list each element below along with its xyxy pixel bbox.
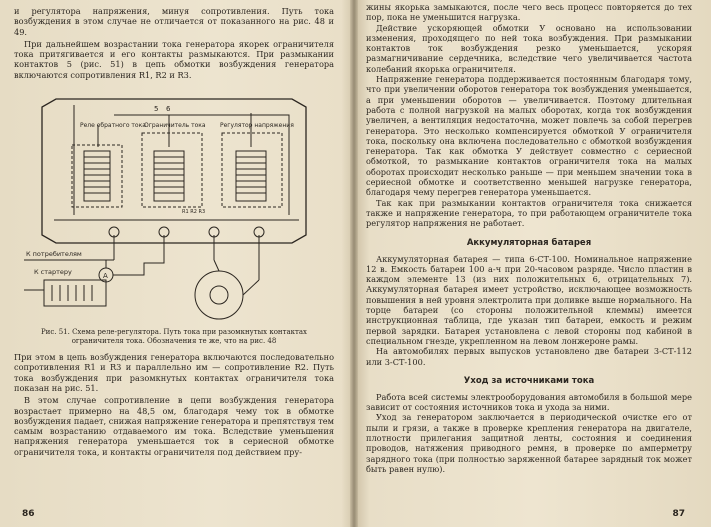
left-paragraph-3: При этом в цепь возбуждения генератора включаются последовательно сопротивления R1 и R3 и параллельно им — сопротивление R2. Путь тока возбуждения при разомкнутых контактах ограничителя тока показан на рис. 51. bbox=[14, 352, 334, 393]
voltage-regulator-unit bbox=[222, 133, 282, 207]
left-paragraph-4: В этом случае сопротивление в цепи возбуждения генератора возрастает примерно на 48,5 ом, благодаря чему ток в обмотке возбуждения падает, снижая напряжение генератора и препятствуя тем самым возрастанию отдаваемого им тока. Вследствие уменьшения напряжения генератора уменьшается ток в сериесной обмотке ограничителя тока, и контакты ограничителя под действием пру- bbox=[14, 395, 334, 457]
right-page bbox=[366, 0, 692, 527]
right-paragraph-3: Напряжение генератора поддерживается постоянным благодаря тому, что при увеличении оборотов генератора ток возбуждения уменьшается, а при уменьшении оборотов — увеличивается. Поэтому длительная работа с полной нагрузкой на малых оборотах, когда ток возбуждения увеличен, а вентиляция недостаточна, может повлечь за собой перегрев генератора. Это несколько компенсируется обмоткой У ограничителя тока, поскольку она включена последовательно с обмоткой возбуждения генератора. Так как обмотка У действует совместно с сериесной обмоткой, то размыкание контактов ограничителя тока на малых оборотах происходит несколько раньше — при меньшем значении тока в сериесной обмотке и соответственно меньшей нагрузке генератора, благодаря чему перегрев генератора уменьшается. bbox=[366, 74, 692, 198]
relay-regulator-diagram bbox=[14, 85, 334, 325]
ammeter-label: A bbox=[103, 272, 108, 281]
label-to-starter: К стартеру bbox=[34, 268, 72, 277]
right-paragraph-2: Действие ускоряющей обмотки У основано на использовании изменения, проходящего по ней тока возбуждения. При размыкании контактов ток возбуждения резко уменьшается, ускоряя размагничивание сердечника, вследствие чего увеличивается частота колебаний якорька ограничителя. bbox=[366, 22, 692, 74]
label-to-consumers: К потребителям bbox=[26, 250, 82, 259]
current-limiter-unit bbox=[142, 133, 202, 207]
label-current-limiter: Ограничитель тока bbox=[144, 122, 206, 130]
label-voltage-regulator: Регулятор напряжения bbox=[220, 122, 294, 130]
page-number-right: 87 bbox=[672, 509, 685, 519]
resistors-label: R1 R2 R3 bbox=[182, 209, 206, 216]
reverse-current-relay-unit bbox=[72, 145, 122, 207]
left-page bbox=[14, 0, 334, 527]
right-paragraph-1: жины якорька замыкаются, после чего весь процесс повторяется до тех пор, пока не уменьшится нагрузка. bbox=[366, 2, 692, 23]
left-paragraph-1: и регулятора напряжения, минуя сопротивления. Путь тока возбуждения в этом случае не отличается от показанного на рис. 48 и 49. bbox=[14, 6, 334, 37]
label-num-5: 5 bbox=[154, 105, 159, 114]
right-paragraph-7: Работа всей системы электрооборудования автомобиля в большой мере зависит от состояния источников тока и ухода за ними. bbox=[366, 391, 692, 413]
right-paragraph-6: На автомобилях первых выпусков установлено две батареи 3-СТ-112 или 3-СТ-100. bbox=[366, 346, 692, 367]
heading-care: Уход за источниками тока bbox=[463, 375, 595, 386]
diagram-svg bbox=[14, 85, 334, 325]
right-paragraph-8: Уход за генератором заключается в периодической очистке его от пыли и грязи, а также в проверке крепления генератора на двигателе, плотности прилегания защитной ленты, состояния и соединения проводов, натяжения приводного ремня, в проверке по амперметру зарядного тока (при полностью заряженной батарее зарядный ток может быть равен нулю). bbox=[366, 412, 692, 474]
page-number-left: 86 bbox=[22, 509, 35, 519]
left-paragraph-2: При дальнейшем возрастании тока генератора якорек ограничителя тока притягивается и его контакты размыкаются. При размыкании контактов 5 (рис. 51) в цепь обмотки возбуждения генератора включаются сопротивления R1, R2 и R3. bbox=[14, 38, 334, 80]
book-gutter bbox=[350, 0, 358, 527]
right-paragraph-5: Аккумуляторная батарея — типа 6-СТ-100. Номинальное напряжение 12 в. Емкость батареи 100 а-ч при 20-часовом разряде. Число пластин в каждом элементе 13 (из них положительных 6, отрицательных 7). Аккумуляторная батарея имеет устройство, исключающее возможность повышения в ней уровня электролита при доливке выше нормального. На торце батареи (со стороны положительной клеммы) имеется инструкционная таблица, где указан тип батареи, емкость и режим первой зарядки. Батарея установлена с левой стороны под кабиной в специальном гнезде, укрепленном на левом лонжероне рамы. bbox=[366, 253, 692, 346]
heading-battery: Аккумуляторная батарея bbox=[466, 237, 592, 248]
label-reverse-relay: Реле обратного тока bbox=[80, 122, 146, 130]
right-paragraph-4: Так как при размыкании контактов ограничителя тока снижается также и напряжение генератора, то при работающем ограничителе тока регулятор напряжения не работает. bbox=[366, 197, 692, 229]
label-num-6: 6 bbox=[166, 105, 171, 114]
figure-caption: Рис. 51. Схема реле-регулятора. Путь тока при разомкнутых контактах ограничителя тока. Обозначения те же, что на рис. 48 bbox=[40, 328, 308, 345]
